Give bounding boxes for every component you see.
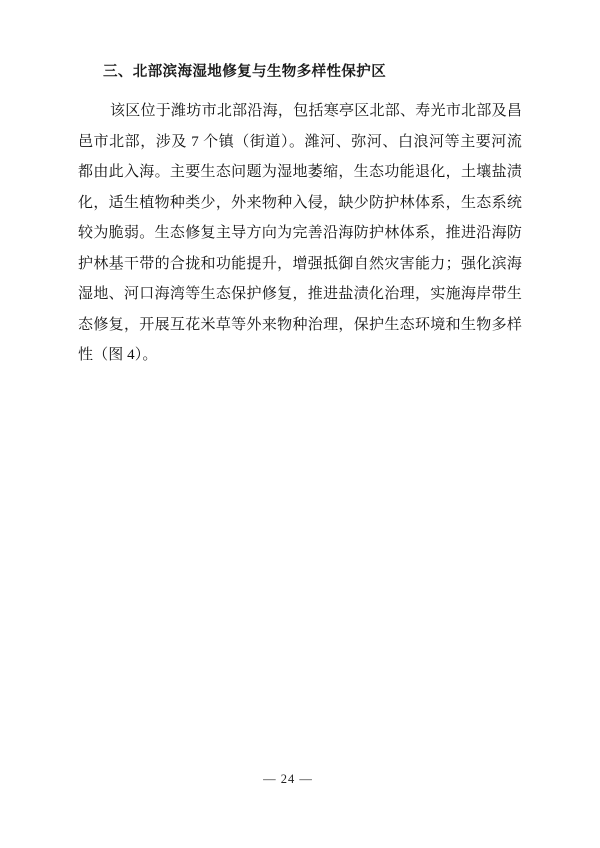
section-body-paragraph: 该区位于潍坊市北部沿海，包括寒亭区北部、寿光市北部及昌邑市北部，涉及 7 个镇（街道）。潍河、弥河、白浪河等主要河流都由此入海。主要生态问题为湿地萎缩，生态功能退化，土壤盐渍化，适生植物种类少，外来物种入侵，缺少防护林体系，生态系统较为脆弱。生态修复主导方向为完善沿海防护林体系，推进沿海防护林基干带的合拢和功能提升，增强抵御自然灾害能力；强化滨海湿地、河口海湾等生态保护修复，推进盐渍化治理，实施海岸带生态修复，开展互花米草等外来物种治理，保护生态环境和生物多样性（图 4）。: [78, 103, 522, 363]
page-number-label: — 24 —: [263, 772, 313, 786]
page-content: [78, 58, 522, 371]
section-heading: 三、北部滨海湿地修复与生物多样性保护区: [103, 64, 387, 80]
page-footer: [0, 772, 600, 787]
